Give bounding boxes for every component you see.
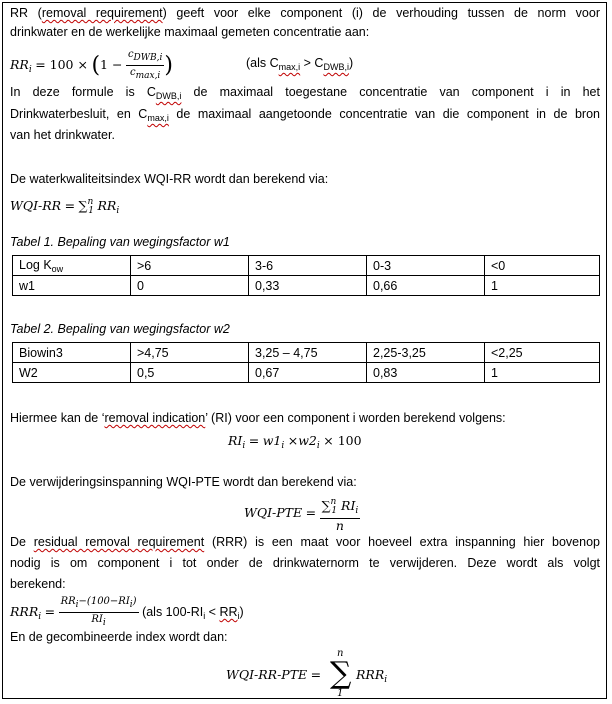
formula-pte: WQI-PTE = $\frac{\sum^n_1 RI_i}{n}$ <box>244 496 359 533</box>
table-cell: 0-3 <box>367 256 485 276</box>
table-cell: W2 <box>13 363 131 383</box>
explain-line-1: In deze formule is $C_{DWB,i}$ de maximaal toegestane concentratie van component i in het <box>10 85 600 101</box>
table-cell: 0 <box>131 276 249 296</box>
combined-intro: En de gecombineerde index wordt dan: <box>10 630 228 644</box>
table-cell: <2,25 <box>485 343 600 363</box>
ri-intro: Hiermee kan de ‘removal indication’ (RI) voor een component i worden berekend volgens: <box>10 411 506 425</box>
table-cell: 1 <box>485 363 600 383</box>
table-cell: 0,33 <box>249 276 367 296</box>
intro-line-1: RR (removal requirement) geeft voor elke component (i) de verhouding tussen de norm voor <box>10 6 600 20</box>
formula-combined-sup: n <box>337 648 344 659</box>
intro-line-2: drinkwater en de werkelijke maximaal gemeten concentratie aan: <box>10 25 370 39</box>
table-cell: 1 <box>485 276 600 296</box>
table-w2 <box>12 342 600 383</box>
table-cell: 0,5 <box>131 363 249 383</box>
table-cell: >6 <box>131 256 249 276</box>
explain-line-3: van het drinkwater. <box>10 128 115 142</box>
table-row <box>13 343 600 363</box>
formula-combined-term: $RRR_i$ <box>356 667 388 685</box>
explain-line-2: Drinkwaterbesluit, en $C_{max,i}$ de maximaal aangetoonde concentratie van die component in de bron <box>10 107 600 123</box>
table-row <box>13 363 600 383</box>
pte-intro: De verwijderingsinspanning WQI-PTE wordt dan berekend via: <box>10 475 357 489</box>
table-cell: <0 <box>485 256 600 276</box>
formula-rr: $RR_i = 100 \times (1$ − $\frac{\text{cDWB,i}}{cmax,i}$ ) <box>10 49 173 81</box>
rrr-line-1: De residual removal requirement (RRR) is een maat voor hoeveel extra inspanning hier bovenop <box>10 535 600 549</box>
table-cell: 0,83 <box>367 363 485 383</box>
table-cell: 3-6 <box>249 256 367 276</box>
wqi-intro: De waterkwaliteitsindex WQI-RR wordt dan berekend via: <box>10 172 329 186</box>
formula-rr-condition: (als $C_{max,i} > C_{DWB,i}$) <box>246 56 354 72</box>
table1-caption: Tabel 1. Bepaling van wegingsfactor w1 <box>10 235 230 249</box>
table2-caption: Tabel 2. Bepaling van wegingsfactor w2 <box>10 322 230 336</box>
rrr-line-3: berekend: <box>10 577 66 591</box>
table-row <box>13 276 600 296</box>
table-cell: w1 <box>13 276 131 296</box>
formula-rrr: $RRR_i$ = $\frac{\text{RRi−(100−RIi)}}{\text{RIi}}$ (als $100-RI_i < RR_i$) <box>10 596 244 629</box>
formula-wqi-rr: WQI-RR = ∑$^n_1$ $RR_i$ <box>10 197 120 216</box>
formula-combined-sigma: ∑ <box>330 656 352 691</box>
table-cell: 0,67 <box>249 363 367 383</box>
table-cell: 2,25-3,25 <box>367 343 485 363</box>
table-cell: >4,75 <box>131 343 249 363</box>
table-cell: 3,25 – 4,75 <box>249 343 367 363</box>
table-cell: Log $K_{ow}$ <box>13 256 131 276</box>
table-cell: 0,66 <box>367 276 485 296</box>
formula-ri: $RI_i = w1_i \times w2_i \times 100$ <box>228 433 362 451</box>
formula-combined-sub: 1 <box>337 688 344 699</box>
table-w1 <box>12 255 600 296</box>
table-row <box>13 256 600 276</box>
table-cell: Biowin3 <box>13 343 131 363</box>
formula-combined-lhs: WQI-RR-PTE = <box>226 667 322 682</box>
rrr-line-2: nodig is om component i tot onder de drinkwaternorm te verwijderen. Deze wordt als volgt <box>10 556 600 570</box>
